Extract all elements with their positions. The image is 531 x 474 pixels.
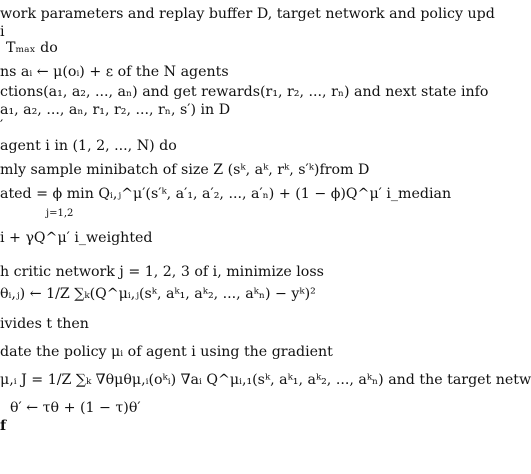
algo-line-9: mly sample minibatch of size Z (sᵏ, aᵏ, rᵏ, s′ᵏ)from D	[0, 162, 370, 178]
algo-line-8: agent i in (1, 2, ..., N) do	[0, 138, 177, 154]
algo-line-12: i + γQ^μ′ i_weighted	[0, 230, 153, 246]
algo-line-18: θ′ ← τθ + (1 − τ)θ′	[10, 400, 141, 416]
algo-line-6: a₁, a₂, ..., aₙ, r₁, r₂, ..., rₙ, s′) in D	[0, 102, 231, 118]
algo-line-2: i	[0, 24, 5, 40]
algo-line-11: j=1,2	[46, 208, 74, 219]
algo-line-7: ′	[0, 118, 4, 134]
algo-line-16: date the policy μᵢ of agent i using the gradient	[0, 344, 333, 360]
algo-line-15: ivides t then	[0, 316, 89, 332]
algo-line-1: work parameters and replay buffer D, target network and policy upd	[0, 6, 495, 22]
algo-line-4: ns aᵢ ← μ(oᵢ) + ε of the N agents	[0, 64, 229, 80]
algo-line-19: f	[0, 418, 7, 434]
algo-line-5: ctions(a₁, a₂, ..., aₙ) and get rewards(r₁, r₂, ..., rₙ) and next state info	[0, 84, 489, 100]
algo-line-3: Tₘₐₓ do	[6, 40, 58, 56]
algo-line-17: μ,ᵢ J = 1/Z ∑ₖ ∇θμθμ,ᵢ(oᵏᵢ) ∇aᵢ Q^μᵢ,₁(sᵏ, aᵏ₁, aᵏ₂, ..., aᵏₙ) and the target netw	[0, 372, 531, 388]
algo-line-10: ated = ϕ min Qᵢ,ⱼ^μ′(s′ᵏ, a′₁, a′₂, ..., a′ₙ) + (1 − ϕ)Q^μ′ i_median	[0, 186, 452, 202]
algo-line-14: θᵢ,ⱼ) ← 1/Z ∑ₖ(Q^μᵢ,ⱼ(sᵏ, aᵏ₁, aᵏ₂, ..., aᵏₙ) − yᵏ)²	[0, 286, 316, 302]
algo-line-13: h critic network j = 1, 2, 3 of i, minimize loss	[0, 264, 324, 280]
